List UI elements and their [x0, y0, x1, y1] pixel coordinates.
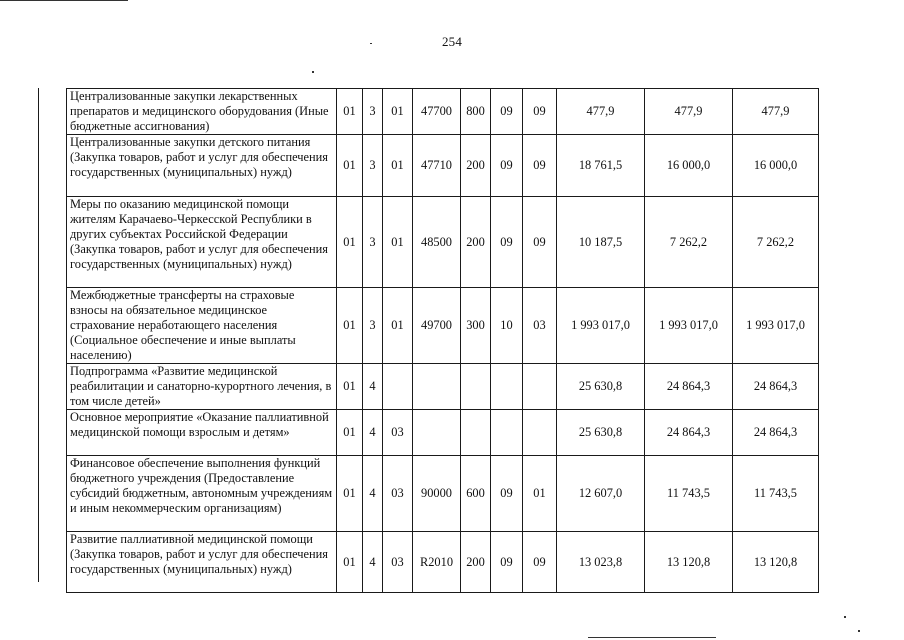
table-row: [67, 456, 819, 532]
amount-year-3-cell: 11 743,5: [733, 456, 819, 532]
scan-dot: [312, 71, 314, 73]
row-name-cell: Централизованные закупки детского питания (Закупка товаров, работ и услуг для обеспечения государственных (муниципальных) нужд): [67, 135, 337, 197]
row-name-cell: Развитие паллиативной медицинской помощи (Закупка товаров, работ и услуг для обеспечения государственных (муниципальных) нужд): [67, 532, 337, 593]
row-name-cell: Финансовое обеспечение выполнения функций бюджетного учреждения (Предоставление субсидий бюджетным, автономным учреждениям и иным некоммерческим организациям): [67, 456, 337, 532]
code-program-cell: 3: [363, 197, 383, 288]
code-program-cell: 4: [363, 532, 383, 593]
amount-year-2-cell: 7 262,2: [645, 197, 733, 288]
left-margin-rule: [38, 88, 39, 582]
table-row: [67, 364, 819, 410]
code-direction-cell: 47700: [413, 89, 461, 135]
code-section-cell: 10: [491, 288, 523, 364]
row-name-cell: Меры по оказанию медицинской помощи жителям Карачаево-Черкесской Республики в других субъектах Российской Федерации (Закупка товаров, работ и услуг для обеспечения государственных (муниципальных) нужд): [67, 197, 337, 288]
code-subprogram-cell: 03: [383, 456, 413, 532]
code-section-cell: 09: [491, 135, 523, 197]
code-direction-cell: [413, 364, 461, 410]
code-ministry-cell: 01: [337, 410, 363, 456]
table-row: [67, 410, 819, 456]
code-ministry-cell: 01: [337, 197, 363, 288]
code-expense-type-cell: 600: [461, 456, 491, 532]
amount-year-3-cell: 7 262,2: [733, 197, 819, 288]
code-program-cell: 3: [363, 288, 383, 364]
amount-year-1-cell: 1 993 017,0: [557, 288, 645, 364]
scan-edge-line: [0, 0, 128, 1]
budget-table: [66, 88, 819, 593]
code-expense-type-cell: 200: [461, 197, 491, 288]
code-ministry-cell: 01: [337, 135, 363, 197]
table-row: [67, 135, 819, 197]
code-ministry-cell: 01: [337, 532, 363, 593]
amount-year-2-cell: 1 993 017,0: [645, 288, 733, 364]
code-expense-type-cell: 800: [461, 89, 491, 135]
code-subsection-cell: 09: [523, 135, 557, 197]
code-program-cell: 3: [363, 89, 383, 135]
amount-year-1-cell: 10 187,5: [557, 197, 645, 288]
table-row: [67, 288, 819, 364]
code-expense-type-cell: 300: [461, 288, 491, 364]
amount-year-2-cell: 24 864,3: [645, 364, 733, 410]
amount-year-1-cell: 25 630,8: [557, 364, 645, 410]
code-section-cell: 09: [491, 532, 523, 593]
table-body: [67, 89, 819, 593]
amount-year-1-cell: 13 023,8: [557, 532, 645, 593]
code-subsection-cell: 01: [523, 456, 557, 532]
row-name-cell: Подпрограмма «Развитие медицинской реабилитации и санаторно-курортного лечения, в том числе детей»: [67, 364, 337, 410]
page-number: 254: [441, 34, 463, 49]
code-ministry-cell: 01: [337, 89, 363, 135]
row-name-cell: Основное мероприятие «Оказание паллиативной медицинской помощи взрослым и детям»: [67, 410, 337, 456]
code-subprogram-cell: 01: [383, 135, 413, 197]
code-direction-cell: [413, 410, 461, 456]
code-direction-cell: 48500: [413, 197, 461, 288]
amount-year-3-cell: 16 000,0: [733, 135, 819, 197]
code-subsection-cell: 09: [523, 197, 557, 288]
table-row: [67, 532, 819, 593]
code-subsection-cell: 03: [523, 288, 557, 364]
amount-year-3-cell: 24 864,3: [733, 410, 819, 456]
amount-year-2-cell: 477,9: [645, 89, 733, 135]
code-program-cell: 3: [363, 135, 383, 197]
amount-year-1-cell: 18 761,5: [557, 135, 645, 197]
scan-dot: [858, 630, 860, 632]
code-section-cell: 09: [491, 197, 523, 288]
code-subsection-cell: [523, 410, 557, 456]
code-ministry-cell: 01: [337, 456, 363, 532]
code-expense-type-cell: 200: [461, 135, 491, 197]
code-ministry-cell: 01: [337, 288, 363, 364]
code-ministry-cell: 01: [337, 364, 363, 410]
amount-year-3-cell: 13 120,8: [733, 532, 819, 593]
code-section-cell: [491, 364, 523, 410]
code-subprogram-cell: [383, 364, 413, 410]
amount-year-3-cell: 24 864,3: [733, 364, 819, 410]
code-subprogram-cell: 01: [383, 89, 413, 135]
scan-dot: [370, 43, 372, 44]
code-subprogram-cell: 01: [383, 197, 413, 288]
amount-year-2-cell: 13 120,8: [645, 532, 733, 593]
code-direction-cell: 49700: [413, 288, 461, 364]
code-subsection-cell: 09: [523, 532, 557, 593]
code-program-cell: 4: [363, 410, 383, 456]
code-direction-cell: 47710: [413, 135, 461, 197]
code-subsection-cell: 09: [523, 89, 557, 135]
code-program-cell: 4: [363, 364, 383, 410]
amount-year-1-cell: 12 607,0: [557, 456, 645, 532]
amount-year-1-cell: 25 630,8: [557, 410, 645, 456]
code-subprogram-cell: 03: [383, 410, 413, 456]
scan-dot: [844, 616, 846, 618]
code-section-cell: [491, 410, 523, 456]
code-direction-cell: 90000: [413, 456, 461, 532]
amount-year-1-cell: 477,9: [557, 89, 645, 135]
amount-year-3-cell: 1 993 017,0: [733, 288, 819, 364]
code-program-cell: 4: [363, 456, 383, 532]
amount-year-2-cell: 16 000,0: [645, 135, 733, 197]
code-expense-type-cell: [461, 364, 491, 410]
scan-edge-line: [588, 637, 716, 638]
code-expense-type-cell: 200: [461, 532, 491, 593]
code-section-cell: 09: [491, 456, 523, 532]
amount-year-2-cell: 24 864,3: [645, 410, 733, 456]
code-subprogram-cell: 01: [383, 288, 413, 364]
code-expense-type-cell: [461, 410, 491, 456]
amount-year-2-cell: 11 743,5: [645, 456, 733, 532]
table-row: [67, 197, 819, 288]
code-subsection-cell: [523, 364, 557, 410]
code-subprogram-cell: 03: [383, 532, 413, 593]
row-name-cell: Централизованные закупки лекарственных препаратов и медицинского оборудования (Иные бюджетные ассигнования): [67, 89, 337, 135]
code-section-cell: 09: [491, 89, 523, 135]
amount-year-3-cell: 477,9: [733, 89, 819, 135]
code-direction-cell: R2010: [413, 532, 461, 593]
row-name-cell: Межбюджетные трансферты на страховые взносы на обязательное медицинское страхование неработающего населения (Социальное обеспечение и иные выплаты населению): [67, 288, 337, 364]
table-row: [67, 89, 819, 135]
